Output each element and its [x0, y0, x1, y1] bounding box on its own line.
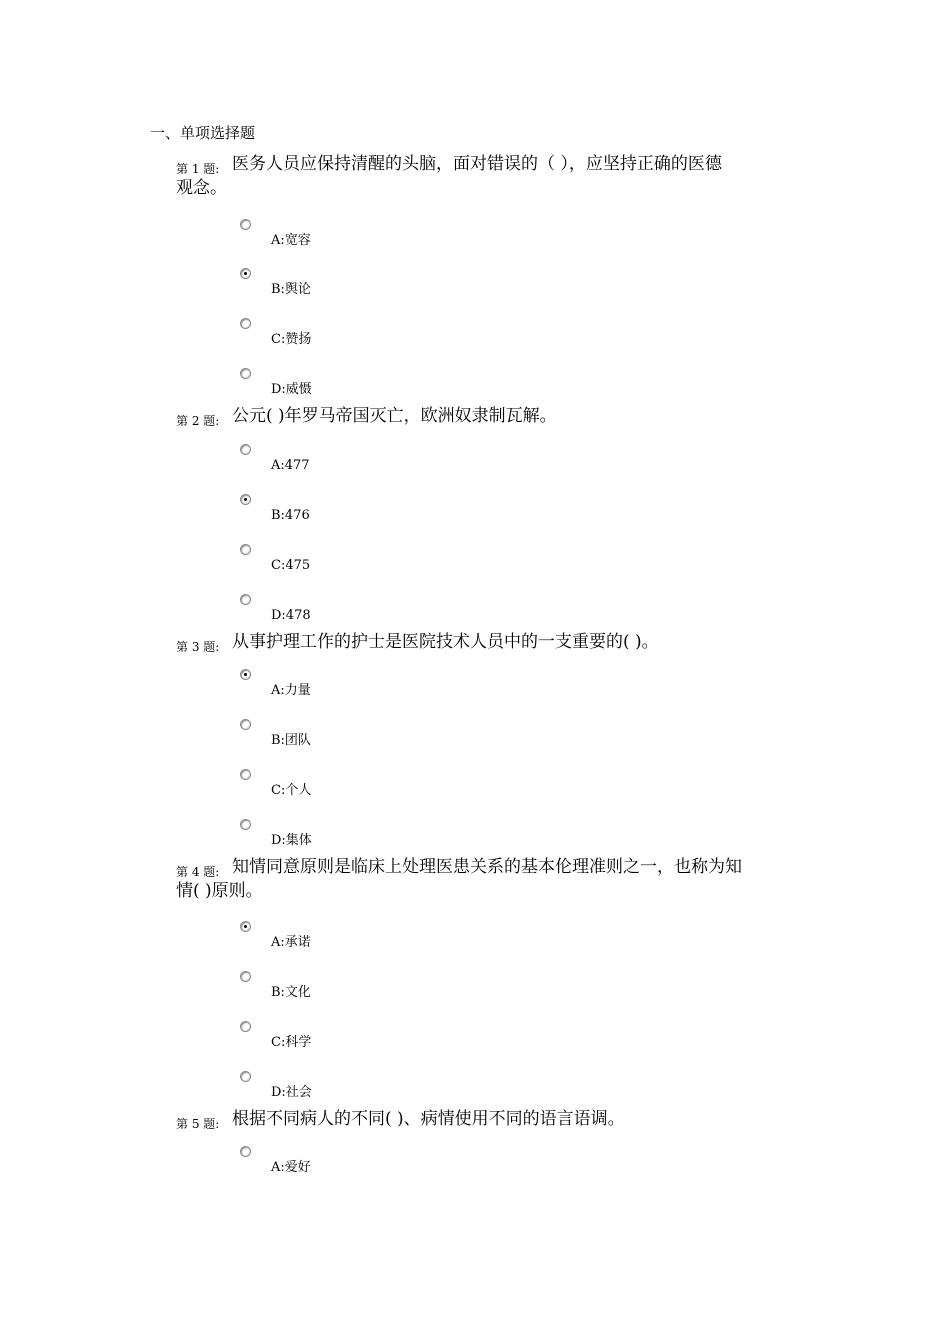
section-title: 一、单项选择题	[150, 124, 256, 142]
radio-q4-c[interactable]	[240, 1021, 251, 1032]
radio-q5-a[interactable]	[240, 1146, 251, 1157]
question-text-line1: 知情同意原则是临床上处理医患关系的基本伦理准则之一，也称为知	[232, 857, 742, 877]
option-label: B:476	[271, 508, 310, 523]
option-label: A:力量	[271, 683, 311, 698]
option-label: D:社会	[271, 1085, 312, 1100]
radio-q4-d[interactable]	[240, 1071, 251, 1082]
option-label: A:宽容	[271, 233, 311, 248]
option-label: A:477	[271, 458, 310, 473]
question-text	[232, 404, 807, 428]
option-label: C:475	[271, 558, 311, 573]
question-text-line1: 根据不同病人的不同( )、病情使用不同的语言语调。	[232, 1109, 625, 1129]
radio-q1-a[interactable]	[240, 219, 251, 230]
question-label: 第 5 题:	[176, 1117, 220, 1131]
question-text-line1: 从事护理工作的护士是医院技术人员中的一支重要的( )。	[232, 632, 659, 652]
question-label: 第 3 题:	[176, 640, 220, 654]
option-label: B:文化	[271, 985, 311, 1000]
radio-q4-b[interactable]	[240, 971, 251, 982]
question-text	[232, 1107, 807, 1131]
question-text	[232, 630, 807, 654]
option-label: D:威慑	[271, 382, 312, 397]
option-label: C:科学	[271, 1035, 312, 1050]
option-label: A:爱好	[271, 1160, 311, 1175]
question-text-line1: 公元( )年罗马帝国灭亡，欧洲奴隶制瓦解。	[232, 406, 557, 426]
option-label: B:团队	[271, 733, 311, 748]
radio-q1-c[interactable]	[240, 318, 251, 329]
radio-q3-d[interactable]	[240, 819, 251, 830]
radio-q3-a[interactable]	[240, 669, 251, 680]
radio-q2-a[interactable]	[240, 444, 251, 455]
question-text-line2: 观念。	[176, 178, 227, 198]
option-label: B:舆论	[271, 282, 311, 297]
question-label: 第 4 题:	[176, 865, 220, 879]
option-label: A:承诺	[271, 935, 311, 950]
question-text-line1: 医务人员应保持清醒的头脑，面对错误的（ ），应坚持正确的医德	[232, 154, 722, 174]
radio-q4-a[interactable]	[240, 921, 251, 932]
radio-q2-c[interactable]	[240, 544, 251, 555]
question-label: 第 2 题:	[176, 414, 220, 428]
radio-q2-d[interactable]	[240, 594, 251, 605]
question-text-line2: 情( )原则。	[176, 881, 263, 901]
option-label: C:赞扬	[271, 332, 312, 347]
radio-q1-d[interactable]	[240, 368, 251, 379]
radio-q3-c[interactable]	[240, 769, 251, 780]
radio-q1-b[interactable]	[240, 268, 251, 279]
radio-q3-b[interactable]	[240, 719, 251, 730]
option-label: C:个人	[271, 783, 312, 798]
question-label: 第 1 题:	[176, 162, 220, 176]
option-label: D:集体	[271, 833, 312, 848]
radio-q2-b[interactable]	[240, 494, 251, 505]
option-label: D:478	[271, 608, 311, 623]
